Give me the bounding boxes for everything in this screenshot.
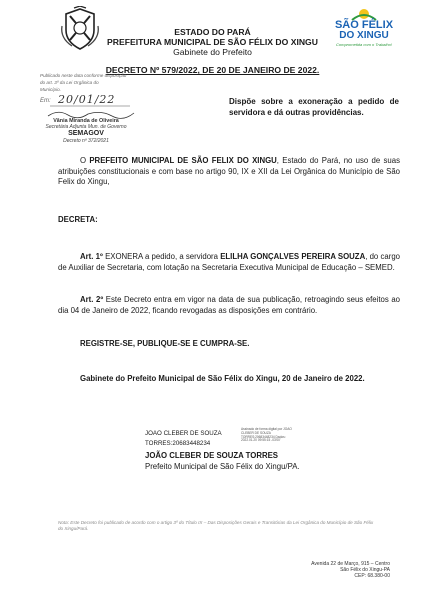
publication-date-label: Em:	[40, 98, 51, 104]
address-block	[290, 561, 390, 580]
article-1-pre: EXONERA a pedido, a servidora	[102, 252, 221, 261]
publication-dept: SEMAGOV	[68, 130, 104, 137]
logo-text-top: SÃO FÉLIX	[334, 19, 394, 31]
digital-signature-note: Assinado de forma digital por JOAO CLEBER DE SOUZA TORRES:20683448234 Dados: 2022.01.20 09:55:15 -03'00'	[241, 427, 292, 443]
address-line-1: Avenida 22 de Março, 915 – Centro	[311, 561, 390, 567]
article-2-text: Este Decreto entra em vigor na data de sua publicação, retroagindo seus efeitos ao dia 04 de Janeiro de 2022, ficando revogadas as disposições em contrário.	[58, 295, 401, 315]
logo-slogan: Comprometida com o Trabalho!	[336, 42, 392, 47]
publication-line-2: do art. 3º da Lei Orgânica do	[40, 80, 99, 85]
prefecture-name: PREFEITURA MUNICIPAL DE SÃO FÉLIX DO XINGU	[107, 37, 318, 47]
office-name: Gabinete do Prefeito	[173, 47, 252, 57]
signer-role: Prefeito Municipal de São Félix do Xingu/PA.	[145, 462, 300, 471]
registre-line: REGISTRE-SE, PUBLIQUE-SE E CUMPRA-SE.	[80, 339, 250, 348]
digital-signer-id: TORRES:20683448234	[145, 440, 211, 447]
decreta-heading: DECRETA:	[58, 215, 98, 224]
digital-signer-name: JOAO CLEBER DE SOUZA	[145, 430, 222, 437]
article-1-label: Art. 1º	[80, 252, 103, 261]
closing-paragraph: Gabinete do Prefeito Municipal de São Félix do Xingu, 20 de Janeiro de 2022.	[80, 374, 365, 383]
preamble-rest: , Estado do Pará, no uso de suas atribuições constitucionais e com base no artigo 90, IX e XII da Lei Orgânica do Município de São Felix do Xingu,	[58, 156, 400, 186]
preamble-lead: O	[80, 156, 90, 165]
article-1-post: , do cargo de Auxiliar de Secretaria, com lotação na Secretaria Executiva Municipal de Educação – SEMED.	[58, 252, 400, 272]
article-1	[58, 252, 400, 273]
article-1-name: ELILHA GONÇALVES PEREIRA SOUZA	[220, 252, 366, 261]
preamble-mayor: PREFEITO MUNICIPAL DE SÃO FELIX DO XINGU	[89, 156, 277, 165]
signer-name: JOÃO CLEBER DE SOUZA TORRES	[145, 451, 278, 460]
publication-line-1: Publicado neste data conforme disposição	[40, 73, 127, 78]
decree-title: DECRETO Nº 579/2022, DE 20 DE JANEIRO DE 2022.	[105, 65, 320, 75]
address-line-3: CEP: 68.380-00	[354, 573, 390, 580]
preamble-paragraph	[58, 156, 400, 188]
sao-felix-logo	[314, 8, 414, 52]
decree-summary: Dispõe sobre a exoneração a pedido de servidora e dá outras providências.	[229, 97, 399, 117]
publication-decree-ref: Decreto nº 372/2021	[63, 138, 109, 144]
publication-role: Secretária Adjunta Mun. de Governo	[45, 124, 127, 130]
handwritten-date: 20/01/22	[58, 93, 116, 106]
footnote: Nota: Este Decreto foi publicado de acordo com o artigo 3º do Título IX – Das Disposições Gerais e Transitórias da Lei Orgânica do Município de São Félix do Xingu/Pará.	[58, 520, 374, 531]
state-name: ESTADO DO PARÁ	[174, 27, 251, 37]
logo-text-bottom: DO XINGU	[339, 30, 389, 41]
article-2	[58, 295, 400, 316]
publication-line-3: Município.	[40, 87, 61, 92]
address-line-2: São Félix do Xingu-PA	[340, 567, 390, 574]
publication-name: Vânia Miranda de Oliveira	[53, 118, 119, 124]
article-2-label: Art. 2º	[80, 295, 104, 304]
